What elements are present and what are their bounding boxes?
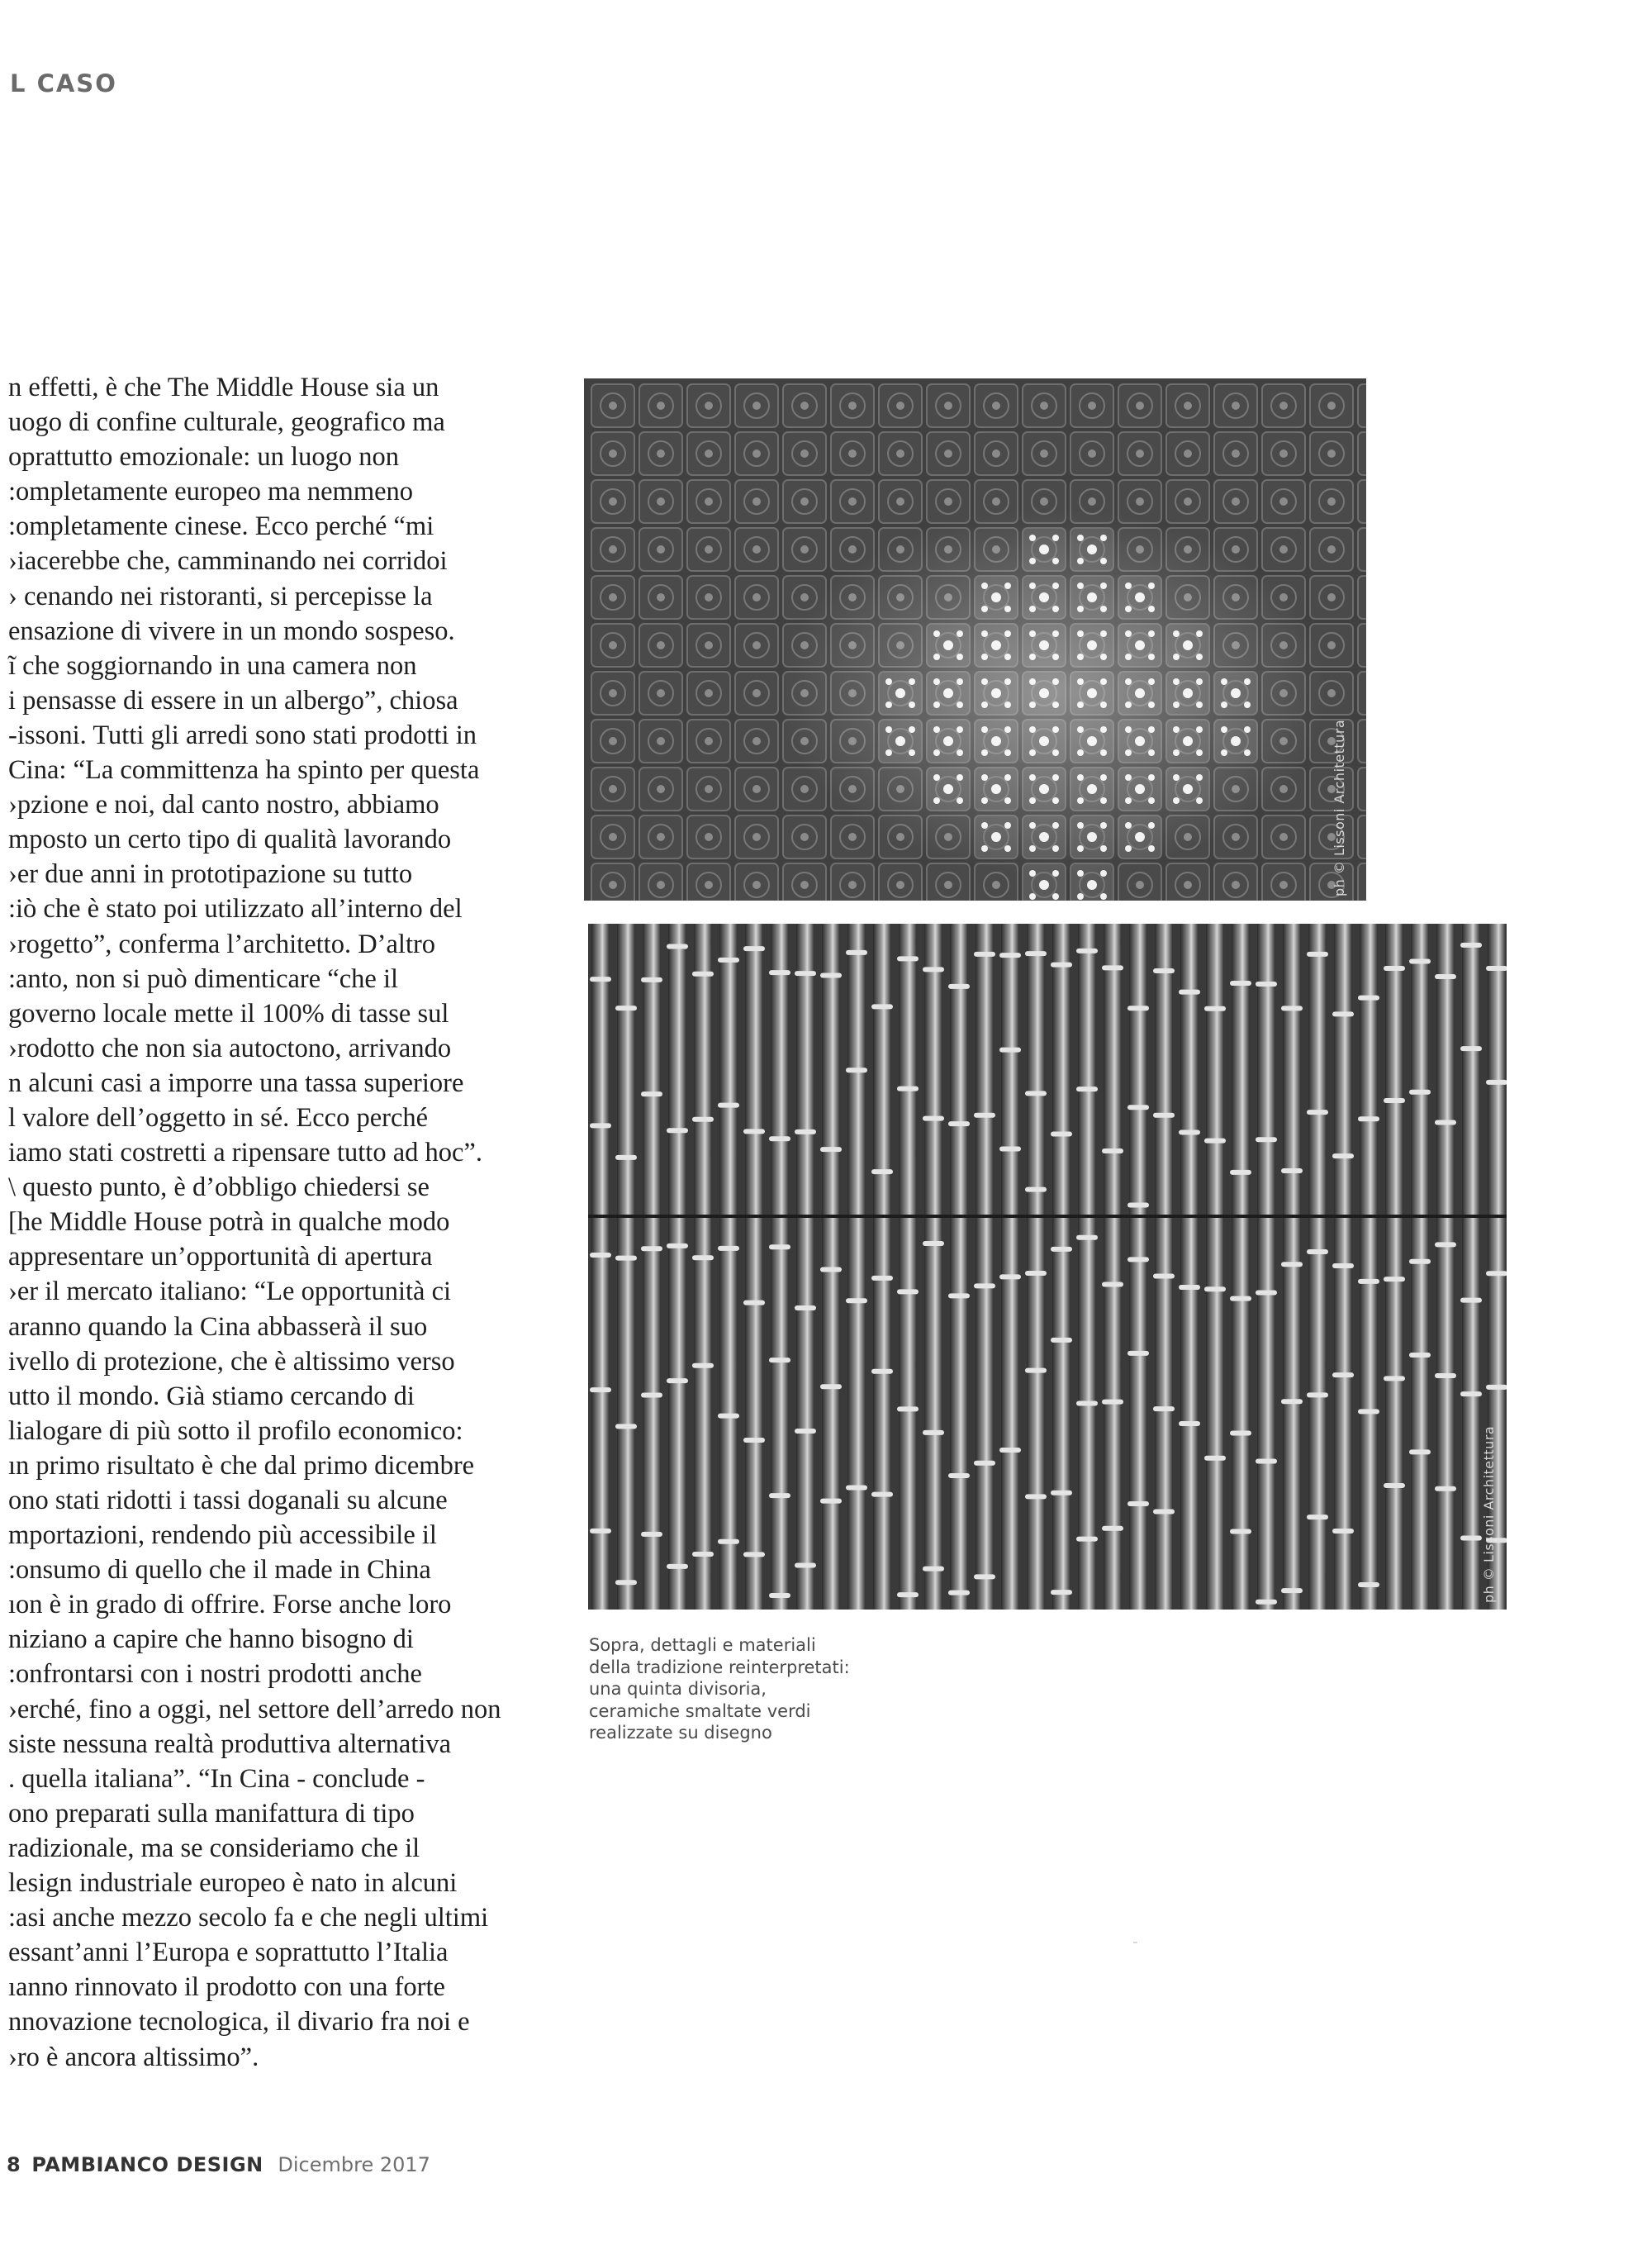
article-line: :asi anche mezzo secolo fa e che negli ultimi bbox=[8, 1903, 489, 1933]
page-number: 8 bbox=[7, 2153, 21, 2176]
article-line: ›pzione e noi, dal canto nostro, abbiamo bbox=[8, 790, 439, 820]
article-line: ensazione di vivere in un mondo sospeso. bbox=[8, 616, 455, 646]
article-line: utto il mondo. Già stiamo cercando di bbox=[8, 1381, 415, 1411]
article-line: governo locale mette il 100% di tasse sul bbox=[8, 998, 449, 1029]
article-line: ›ro è ancora altissimo”. bbox=[8, 2042, 259, 2072]
article-line: :ompletamente europeo ma nemmeno bbox=[8, 477, 414, 507]
print-speck bbox=[1133, 1942, 1137, 1943]
article-line: l valore dell’oggetto in sé. Ecco perché bbox=[8, 1102, 429, 1133]
article-line: niziano a capire che hanno bisogno di bbox=[8, 1624, 414, 1655]
issue-date: Dicembre 2017 bbox=[278, 2153, 430, 2176]
article-line: lialogare di più sotto il profilo economico: bbox=[8, 1415, 463, 1446]
bamboo-ceramics-photo bbox=[588, 924, 1507, 1610]
lattice-screen-image bbox=[584, 378, 1366, 901]
article-line: :ompletamente cinese. Ecco perché “mi bbox=[8, 511, 434, 542]
article-line: uogo di confine culturale, geografico ma bbox=[8, 407, 445, 438]
article-line: \ questo punto, è d’obbligo chiedersi se bbox=[8, 1172, 430, 1203]
article-line: ono stati ridotti i tassi doganali su alcune bbox=[8, 1486, 448, 1515]
caption-line: Sopra, dettagli e materiali bbox=[589, 1635, 816, 1655]
lattice-screen-photo bbox=[584, 378, 1366, 901]
article-line: ivello di protezione, che è altissimo verso bbox=[8, 1346, 455, 1377]
article-line: :anto, non si può dimenticare “che il bbox=[8, 963, 399, 994]
article-line: [he Middle House potrà in qualche modo bbox=[8, 1207, 450, 1238]
article-line: lesign industriale europeo è nato in alcuni bbox=[8, 1868, 458, 1899]
magazine-name: PAMBIANCO DESIGN bbox=[31, 2153, 263, 2176]
article-body bbox=[8, 370, 545, 2075]
page-footer bbox=[7, 2153, 430, 2176]
article-line: ›er il mercato italiano: “Le opportunità ci bbox=[8, 1277, 452, 1307]
article-line: ›erché, fino a oggi, nel settore dell’arredo non bbox=[8, 1694, 501, 1724]
article-line: :onfrontarsi con i nostri prodotti anche bbox=[8, 1659, 422, 1690]
article-line: :iò che è stato poi utilizzato all’interno del bbox=[8, 894, 463, 925]
article-line: radizionale, ma se consideriamo che il bbox=[8, 1833, 420, 1863]
article-line: Cina: “La committenza ha spinto per questa bbox=[8, 755, 480, 786]
article-line: i pensasse di essere in un albergo”, chiosa bbox=[8, 685, 458, 716]
article-line: ĩ che soggiornando in una camera non bbox=[8, 650, 417, 681]
article-line: ›rogetto”, conferma l’architetto. D’altro bbox=[8, 929, 436, 959]
article-line: mposto un certo tipo di qualità lavorando bbox=[8, 825, 452, 855]
article-line: -issoni. Tutti gli arredi sono stati prodotti in bbox=[8, 720, 477, 750]
article-line: iamo stati costretti a ripensare tutto ad hoc”. bbox=[8, 1138, 482, 1168]
article-line: ono preparati sulla manifattura di tipo bbox=[8, 1798, 415, 1828]
caption-line: una quinta divisoria, bbox=[589, 1679, 767, 1699]
bamboo-ceramics-image bbox=[588, 924, 1507, 1610]
article-line: ›iacerebbe che, camminando nei corridoi bbox=[8, 546, 448, 577]
caption-line: realizzate su disegno bbox=[589, 1723, 772, 1743]
article-line: ın primo risultato è che dal primo dicembre bbox=[8, 1450, 475, 1481]
article-line: n alcuni casi a imporre una tassa superiore bbox=[8, 1068, 464, 1098]
article-line: ›rodotto che non sia autoctono, arrivando bbox=[8, 1033, 452, 1063]
caption-line: della tradizione reinterpretati: bbox=[589, 1657, 850, 1677]
article-line: appresentare un’opportunità di apertura bbox=[8, 1242, 433, 1272]
article-line: siste nessuna realtà produttiva alternativa bbox=[8, 1729, 452, 1759]
article-line: nnovazione tecnologica, il divario fra noi e bbox=[8, 2007, 470, 2038]
article-line: › cenando nei ristoranti, si percepisse la bbox=[8, 581, 433, 611]
article-line: aranno quando la Cina abbasserà il suo bbox=[8, 1311, 428, 1342]
photo-credit-bottom: ph © Lissoni Architettura bbox=[1481, 1425, 1497, 1603]
article-line: mportazioni, rendendo più accessibile il bbox=[8, 1520, 437, 1551]
article-line: oprattutto emozionale: un luogo non bbox=[8, 442, 399, 473]
section-label: L CASO bbox=[10, 69, 117, 97]
caption-line: ceramiche smaltate verdi bbox=[589, 1700, 811, 1721]
article-line: :onsumo di quello che il made in China bbox=[8, 1555, 431, 1586]
article-line: . quella italiana”. “In Cina - conclude - bbox=[8, 1763, 425, 1794]
article-line: n effetti, è che The Middle House sia un bbox=[8, 373, 439, 402]
article-line: ıon è in grado di offrire. Forse anche loro bbox=[8, 1590, 452, 1620]
photo-credit-top: ph © Lissoni Architettura bbox=[1332, 719, 1347, 896]
photo-caption bbox=[589, 1634, 936, 1744]
article-line: essant’anni l’Europa e soprattutto l’Italia bbox=[8, 1938, 449, 1968]
article-line: ıanno rinnovato il prodotto con una forte bbox=[8, 1972, 445, 2003]
article-line: ›er due anni in prototipazione su tutto bbox=[8, 859, 413, 890]
